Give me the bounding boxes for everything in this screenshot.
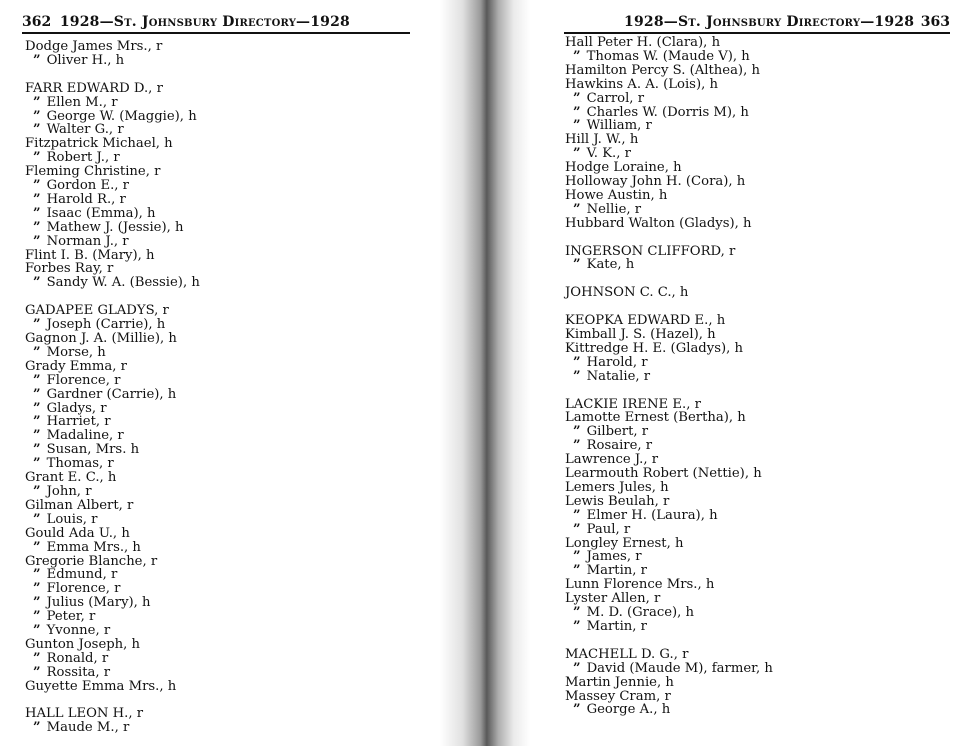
directory-entry: Learmouth Robert (Nettie), h bbox=[565, 466, 762, 482]
directory-entry: Guyette Emma Mrs., h bbox=[25, 678, 177, 694]
directory-sub-entry: ” Rossita, r bbox=[25, 666, 200, 680]
directory-sub-entry: ” Gladys, r bbox=[25, 402, 200, 416]
directory-sub-entry: ” Elmer H. (Laura), h bbox=[565, 509, 773, 523]
directory-sub-entry: ” Isaac (Emma), h bbox=[25, 207, 200, 221]
directory-entry: HALL LEON H., r bbox=[25, 706, 144, 722]
section-gap bbox=[565, 272, 773, 286]
directory-sub-entry: ” Florence, r bbox=[25, 374, 200, 388]
directory-sub-entry: ” Robert J., r bbox=[25, 151, 200, 165]
directory-sub-entry: ” Susan, Mrs. h bbox=[25, 443, 200, 457]
directory-entry: GADAPEE GLADYS, r bbox=[25, 303, 169, 319]
directory-entry: Hill J. W., h bbox=[565, 132, 639, 148]
directory-entry: MACHELL D. G., r bbox=[565, 646, 689, 662]
directory-sub-entry: ” Ellen M., r bbox=[25, 96, 200, 110]
directory-entry: Lawrence J., r bbox=[565, 452, 659, 468]
directory-entry: Grady Emma, r bbox=[25, 358, 127, 374]
directory-sub-entry: ” Sandy W. A. (Bessie), h bbox=[25, 276, 200, 290]
directory-entry: Flint I. B. (Mary), h bbox=[25, 247, 155, 263]
directory-sub-entry: ” Nellie, r bbox=[565, 203, 773, 217]
directory-sub-entry: ” Paul, r bbox=[565, 523, 773, 537]
directory-sub-entry: ” Natalie, r bbox=[565, 370, 773, 384]
left-page-number: 362 bbox=[22, 14, 52, 30]
section-gap bbox=[565, 300, 773, 314]
directory-sub-entry: ” Martin, r bbox=[565, 564, 773, 578]
directory-sub-entry: ” Rosaire, r bbox=[565, 439, 773, 453]
directory-sub-entry: ” Thomas W. (Maude V), h bbox=[565, 50, 773, 64]
left-running-title: 1928—St. Johnsbury Directory—1928 bbox=[59, 14, 350, 30]
directory-entry: Lewis Beulah, r bbox=[565, 493, 670, 509]
right-directory-listing bbox=[565, 36, 773, 717]
left-directory-listing bbox=[25, 40, 200, 735]
directory-sub-entry: ” Morse, h bbox=[25, 346, 200, 360]
directory-entry: Gilman Albert, r bbox=[25, 497, 134, 513]
directory-entry: LACKIE IRENE E., r bbox=[565, 396, 701, 412]
directory-sub-entry: ” William, r bbox=[565, 119, 773, 133]
directory-sub-entry: ” James, r bbox=[565, 550, 773, 564]
section-gap bbox=[565, 634, 773, 648]
directory-entry: Massey Cram, r bbox=[565, 688, 671, 704]
directory-sub-entry: ” Edmund, r bbox=[25, 568, 200, 582]
directory-sub-entry: ” Walter G., r bbox=[25, 123, 200, 137]
directory-entry: Forbes Ray, r bbox=[25, 261, 114, 277]
directory-sub-entry: ” Carrol, r bbox=[565, 92, 773, 106]
directory-entry: Lemers Jules, h bbox=[565, 479, 669, 495]
section-gap bbox=[25, 290, 200, 304]
directory-entry: Gagnon J. A. (Millie), h bbox=[25, 331, 177, 346]
directory-sub-entry: ” Kate, h bbox=[565, 258, 773, 272]
directory-entry: Kimball J. S. (Hazel), h bbox=[565, 326, 716, 342]
directory-entry: KEOPKA EDWARD E., h bbox=[565, 313, 726, 329]
directory-sub-entry: ” Gardner (Carrie), h bbox=[25, 388, 200, 402]
directory-entry: Holloway John H. (Cora), h bbox=[565, 174, 746, 190]
directory-entry: Gould Ada U., h bbox=[25, 525, 130, 541]
directory-sub-entry: ” Yvonne, r bbox=[25, 624, 200, 638]
directory-sub-entry: ” Oliver H., h bbox=[25, 54, 200, 68]
directory-entry: Dodge James Mrs., r bbox=[25, 39, 163, 54]
directory-sub-entry: ” Martin, r bbox=[565, 620, 773, 634]
right-page-header bbox=[564, 4, 950, 34]
directory-sub-entry: ” Madaline, r bbox=[25, 429, 200, 443]
directory-sub-entry: ” Gordon E., r bbox=[25, 179, 200, 193]
directory-entry: Hall Peter H. (Clara), h bbox=[565, 35, 721, 50]
directory-entry: JOHNSON C. C., h bbox=[565, 285, 689, 301]
directory-entry: INGERSON CLIFFORD, r bbox=[565, 243, 736, 259]
directory-sub-entry: ” John, r bbox=[25, 485, 200, 499]
directory-sub-entry: ” Peter, r bbox=[25, 610, 200, 624]
directory-sub-entry: ” Charles W. (Dorris M), h bbox=[565, 106, 773, 120]
directory-entry: Hamilton Percy S. (Althea), h bbox=[565, 62, 760, 78]
directory-sub-entry: ” Harold, r bbox=[565, 356, 773, 370]
directory-entry: Longley Ernest, h bbox=[565, 535, 684, 551]
directory-sub-entry: ” Mathew J. (Jessie), h bbox=[25, 221, 200, 235]
right-page bbox=[486, 0, 956, 746]
directory-sub-entry: ” Harold R., r bbox=[25, 193, 200, 207]
section-gap bbox=[25, 68, 200, 82]
directory-entry: Hawkins A. A. (Lois), h bbox=[565, 76, 718, 92]
directory-entry: Hubbard Walton (Gladys), h bbox=[565, 215, 752, 231]
directory-sub-entry: ” Joseph (Carrie), h bbox=[25, 318, 200, 332]
directory-sub-entry: ” Julius (Mary), h bbox=[25, 596, 200, 610]
left-page bbox=[0, 0, 470, 746]
directory-entry: Fleming Christine, r bbox=[25, 164, 161, 180]
directory-sub-entry: ” George W. (Maggie), h bbox=[25, 110, 200, 124]
directory-entry: Gunton Joseph, h bbox=[25, 636, 141, 652]
directory-sub-entry: ” M. D. (Grace), h bbox=[565, 606, 773, 620]
directory-sub-entry: ” V. K., r bbox=[565, 147, 773, 161]
directory-sub-entry: ” Gilbert, r bbox=[565, 425, 773, 439]
directory-entry: Hodge Loraine, h bbox=[565, 160, 682, 176]
section-gap bbox=[565, 384, 773, 398]
left-page-header bbox=[22, 4, 410, 34]
right-running-title: 1928—St. Johnsbury Directory—1928 bbox=[624, 14, 915, 30]
section-gap bbox=[25, 694, 200, 708]
directory-entry: Gregorie Blanche, r bbox=[25, 553, 158, 569]
directory-entry: Grant E. C., h bbox=[25, 470, 117, 486]
directory-sub-entry: ” Norman J., r bbox=[25, 235, 200, 249]
directory-entry: Martin Jennie, h bbox=[565, 674, 674, 690]
directory-entry: Lyster Allen, r bbox=[565, 591, 661, 607]
directory-entry: Lamotte Ernest (Bertha), h bbox=[565, 410, 746, 426]
right-page-number: 363 bbox=[920, 14, 950, 30]
directory-sub-entry: ” Ronald, r bbox=[25, 652, 200, 666]
directory-sub-entry: ” David (Maude M), farmer, h bbox=[565, 662, 773, 676]
directory-entry: Fitzpatrick Michael, h bbox=[25, 136, 173, 152]
section-gap bbox=[565, 231, 773, 245]
directory-sub-entry: ” Florence, r bbox=[25, 582, 200, 596]
directory-entry: Kittredge H. E. (Gladys), h bbox=[565, 340, 743, 356]
directory-sub-entry: ” Emma Mrs., h bbox=[25, 541, 200, 555]
directory-sub-entry: ” George A., h bbox=[565, 703, 773, 717]
directory-sub-entry: ” Louis, r bbox=[25, 513, 200, 527]
directory-entry: Lunn Florence Mrs., h bbox=[565, 577, 715, 593]
directory-sub-entry: ” Harriet, r bbox=[25, 415, 200, 429]
directory-entry: FARR EDWARD D., r bbox=[25, 80, 163, 96]
directory-sub-entry: ” Maude M., r bbox=[25, 721, 200, 735]
directory-entry: Howe Austin, h bbox=[565, 187, 668, 203]
directory-sub-entry: ” Thomas, r bbox=[25, 457, 200, 471]
